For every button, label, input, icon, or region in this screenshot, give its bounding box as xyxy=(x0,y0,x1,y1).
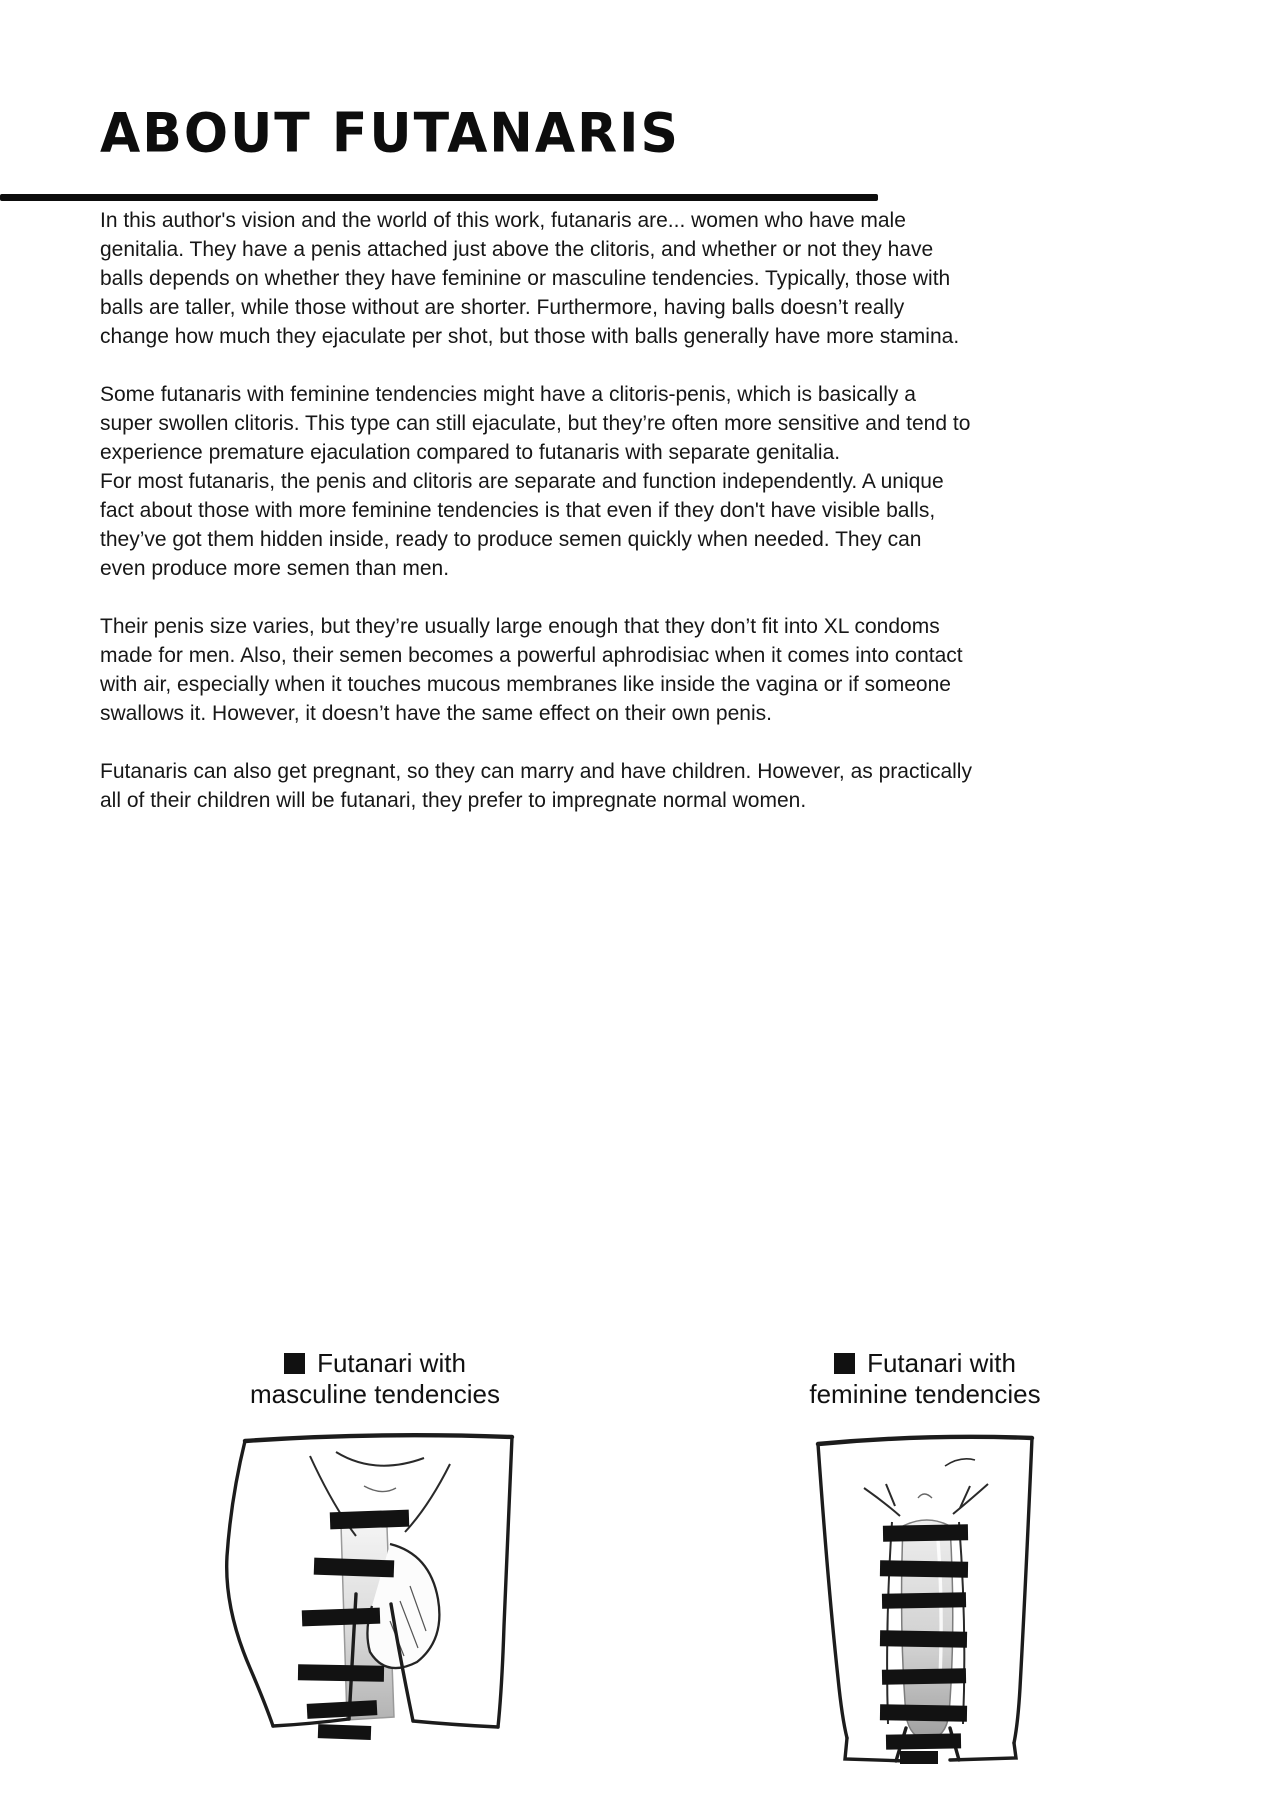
figure-feminine xyxy=(790,1348,1060,1776)
paragraph: For most futanaris, the penis and clitoris are separate and function independently. A unique fact about those with more feminine tendencies is that even if they don't have visible balls, they’ve got them hidden inside, ready to produce semen quickly when needed. They can even produce more semen than men. xyxy=(100,470,944,580)
paragraph: Futanaris can also get pregnant, so they can marry and have children. However, as practically all of their children will be futanari, they prefer to impregnate normal women. xyxy=(100,760,972,812)
figures-section xyxy=(0,1348,1280,1807)
figure-masculine xyxy=(205,1348,545,1754)
caption-line-1 xyxy=(205,1348,545,1379)
caption-text: Futanari with xyxy=(867,1348,1016,1378)
figure-caption xyxy=(205,1348,545,1410)
paragraph: In this author's vision and the world of this work, futanaris are... women who have male genitalia. They have a penis attached just above the clitoris, and whether or not they have balls depends on whether they have feminine or masculine tendencies. Typically, those with balls are taller, while those without are shorter. Furthermore, having balls doesn’t really change how much they ejaculate per shot, but those with balls generally have more stamina. xyxy=(100,209,960,348)
title-underline xyxy=(0,194,878,201)
page-title: ABOUT FUTANARIS xyxy=(100,102,680,166)
black-square-icon xyxy=(284,1353,305,1374)
caption-line-2: masculine tendencies xyxy=(249,1379,501,1409)
paragraph: Their penis size varies, but they’re usually large enough that they don’t fit into XL condoms made for men. Also, their semen becomes a powerful aphrodisiac when it comes into contact with air, especially when it touches mucous membranes like inside the vagina or if someone swallows it. However, it doesn’t have the same effect on their own penis. xyxy=(100,615,963,725)
body-text xyxy=(100,206,972,844)
black-square-icon xyxy=(834,1353,855,1374)
feminine-illustration xyxy=(800,1426,1050,1776)
masculine-illustration xyxy=(214,1426,536,1754)
caption-line-2: feminine tendencies xyxy=(809,1379,1041,1409)
paragraph: Some futanaris with feminine tendencies might have a clitoris-penis, which is basically a super swollen clitoris. This type can still ejaculate, but they’re often more sensitive and tend to experience premature ejaculation compared to futanaris with separate genitalia. xyxy=(100,383,971,464)
caption-text: Futanari with xyxy=(317,1348,466,1378)
figure-caption xyxy=(790,1348,1060,1410)
caption-line-1 xyxy=(790,1348,1060,1379)
